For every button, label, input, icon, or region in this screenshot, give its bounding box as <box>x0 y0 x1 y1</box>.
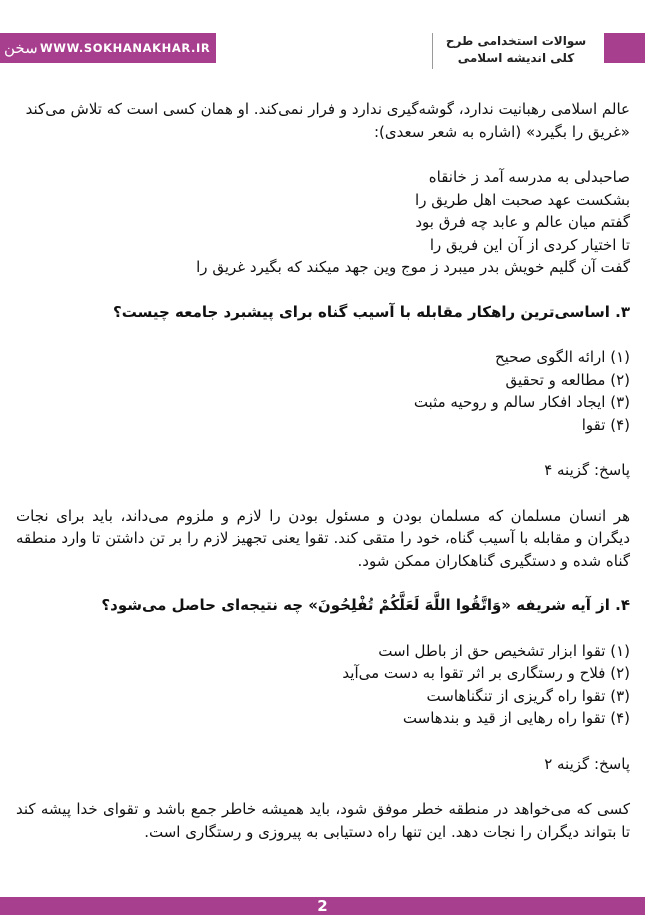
option-item: (۲) فلاح و رستگاری بر اثر تقوا به دست می‌آید <box>342 664 630 682</box>
option-item: (۳) ایجاد افکار سالم و روحیه مثبت <box>413 393 630 411</box>
website-url[interactable]: WWW.SOKHANAKHAR.IR <box>40 41 211 55</box>
option-item: (۱) ارائه الگوی صحیح <box>494 348 630 366</box>
site-logo: سخن <box>4 39 38 57</box>
intro-paragraph: عالم اسلامی رهبانیت ندارد، گوشه‌گیری ندارد و فرار نمی‌کند. او همان کسی است که تلاش می‌کند «غریق را بگیرد» (اشاره به شعر سعدی): <box>25 100 630 141</box>
poem-line: تا اختیار کردی از آن این فریق را <box>429 235 630 254</box>
page-content <box>16 98 630 843</box>
answer-explanation: کسی که می‌خواهد در منطقه خطر موفق شود، باید همیشه خاطر جمع باشد و تقوای خدا پیشه کند تا بتواند دیگران را نجات دهد. این تنها راه دستیابی به پیروزی و رستگاری است. <box>16 800 630 841</box>
header-divider <box>432 33 433 69</box>
header-title-line1: سوالات استخدامی طرح <box>445 34 587 48</box>
question-title: ۳. اساسی‌ترین راهکار مقابله با آسیب گناه برای پیشبرد جامعه چیست؟ <box>113 302 630 321</box>
poem <box>16 166 630 279</box>
option-item: (۱) تقوا ابزار تشخیص حق از باطل است <box>378 641 630 660</box>
poem-line: گفتم میان عالم و عابد چه فرق بود <box>415 213 630 231</box>
question-options <box>16 346 630 436</box>
question-options <box>16 640 630 730</box>
answer-line: پاسخ: گزینه ۴ <box>544 461 630 479</box>
poem-line: بشکست عهد صحبت اهل طریق را <box>415 190 630 209</box>
header-accent-bar <box>604 33 645 63</box>
option-item: (۲) مطالعه و تحقیق <box>505 370 630 389</box>
question-title: ۴. از آیه شریفه «وَاتَّقُوا اللَّهَ لَعَلَّكُمْ تُفْلِحُونَ» چه نتیجه‌ای حاصل می‌شود؟ <box>101 596 630 614</box>
header-website-bar <box>0 33 216 63</box>
page-number: 2 <box>0 897 645 915</box>
option-item: (۴) تقوا راه رهایی از قید و بندهاست <box>402 709 630 727</box>
option-item: (۴) تقوا <box>581 415 630 434</box>
answer-line: پاسخ: گزینه ۲ <box>544 754 630 773</box>
header-title-line2: کلی اندیشه اسلامی <box>457 51 575 65</box>
answer-explanation: هر انسان مسلمان که مسلمان بودن و مسئول بودن را لازم و ملزوم می‌داند، باید برای نجات دیگران و مقابله با آسیب گناه، خود را متقی کند. تقوا یعنی تجهیز لازم را بر تن داشتن تا وارد منطقه گناه شده و دستگیری گناهکاران ممکن شود. <box>16 506 630 570</box>
option-item: (۳) تقوا راه گریزی از تنگناهاست <box>426 686 630 705</box>
poem-line: صاحبدلی به مدرسه آمد ز خانقاه <box>428 168 630 186</box>
poem-line: گفت آن گلیم خویش بدر میبرد ز موج وین جهد میکند که بگیرد غریق را <box>196 258 630 276</box>
header-title <box>436 33 596 67</box>
